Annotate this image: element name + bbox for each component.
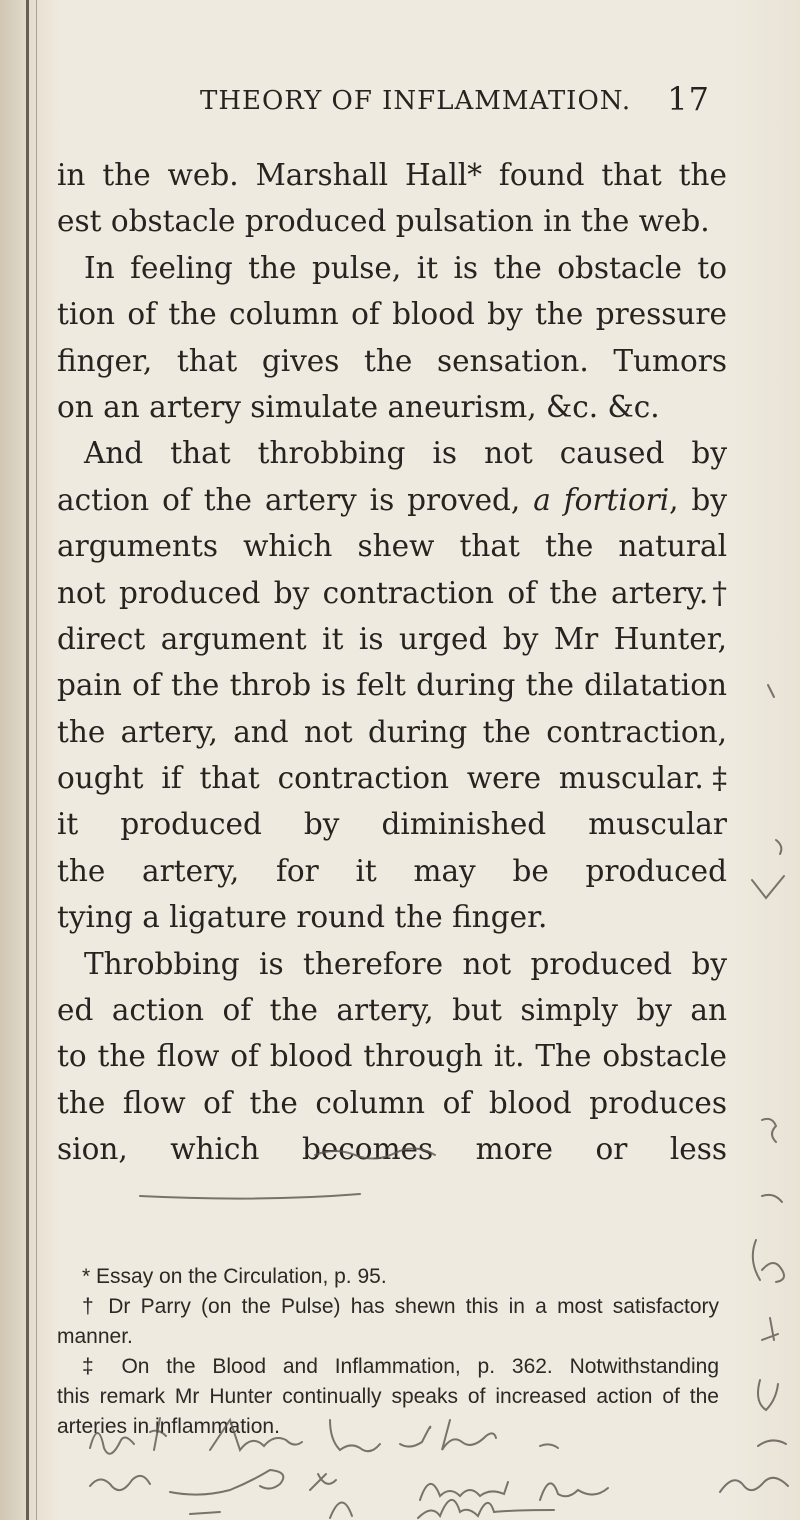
text-line: ed action of the artery, but simply by an [57,993,727,1028]
text-line: In feeling the pulse, it is the obstacle to [84,250,727,285]
text-line: not produced by contraction of the artery.† [57,575,727,610]
margin-mark [758,1380,778,1410]
margin-mark [762,1318,778,1340]
handwriting [720,1478,788,1492]
handwriting [310,1474,336,1490]
footnote: ‡ On the Blood and Inflammation, p. 362. Notwithstanding [82,1355,719,1378]
footnote-continuation: this remark Mr Hunter continually speaks of increased action of the [57,1385,719,1408]
margin-mark [768,685,774,697]
text-line: arguments which shew that the natural [57,529,727,564]
margin-mark [762,1119,776,1142]
text-line: finger, that gives the sensation. Tumors [57,343,727,378]
text-line: action of the artery is proved, a fortiori, by [57,482,727,517]
footnote: † Dr Parry (on the Pulse) has shewn this in a most satisfactory [82,1295,719,1318]
margin-mark [758,1440,786,1446]
handwriting [540,1483,608,1500]
text-line: the artery, and not during the contraction, [57,714,727,749]
page-number: 17 [667,80,710,118]
text-line: in the web. Marshall Hall* found that the [57,158,727,192]
margin-mark [752,876,784,898]
text-line: tying a ligature round the finger. [57,900,548,935]
margin-mark [762,1195,782,1202]
text-line: the artery, for it may be produced [57,853,727,888]
text-line: the flow of the column of blood produces [57,1085,727,1120]
running-title: THEORY OF INFLAMMATION. [200,86,632,116]
handwriting [170,1470,283,1495]
handwriting [420,1482,508,1500]
text-line: pain of the throb is felt during the dilatation [57,668,727,703]
margin-mark [753,1240,760,1280]
binding-shadow [36,0,37,1520]
margin-mark [776,840,781,854]
text-line: Throbbing is therefore not produced by [84,946,727,981]
text-line: tion of the column of blood by the pressure [57,297,727,332]
footnote-continuation: arteries in inflammation. [57,1415,280,1438]
handwriting [418,1500,554,1518]
handwriting [540,1444,558,1448]
footnotes [57,1262,719,1442]
italic-phrase: a fortiori [533,482,670,517]
margin-mark [762,1263,784,1282]
text-line: And that throbbing is not caused by [84,436,727,471]
text-line: it produced by diminished muscular [57,807,727,842]
handwriting [190,1512,220,1514]
text-line: on an artery simulate aneurism, &c. &c. [57,389,660,424]
footnote: * Essay on the Circulation, p. 95. [82,1265,387,1288]
underline-scribble [140,1194,360,1199]
text-line: direct argument it is urged by Mr Hunter, [57,621,727,656]
handwriting [330,1502,352,1518]
text-line: ought if that contraction were muscular.‡ [57,761,727,796]
text-line: est obstacle produced pulsation in the web. [57,204,710,239]
footnote-continuation: manner. [57,1325,133,1348]
text-line: to the flow of blood through it. The obstacle [57,1039,727,1074]
text-line: sion, which becomes more or less [57,1132,727,1167]
running-header [200,80,710,124]
handwriting [90,1476,150,1490]
body-text [57,152,727,1173]
binding-edge [26,0,29,1520]
